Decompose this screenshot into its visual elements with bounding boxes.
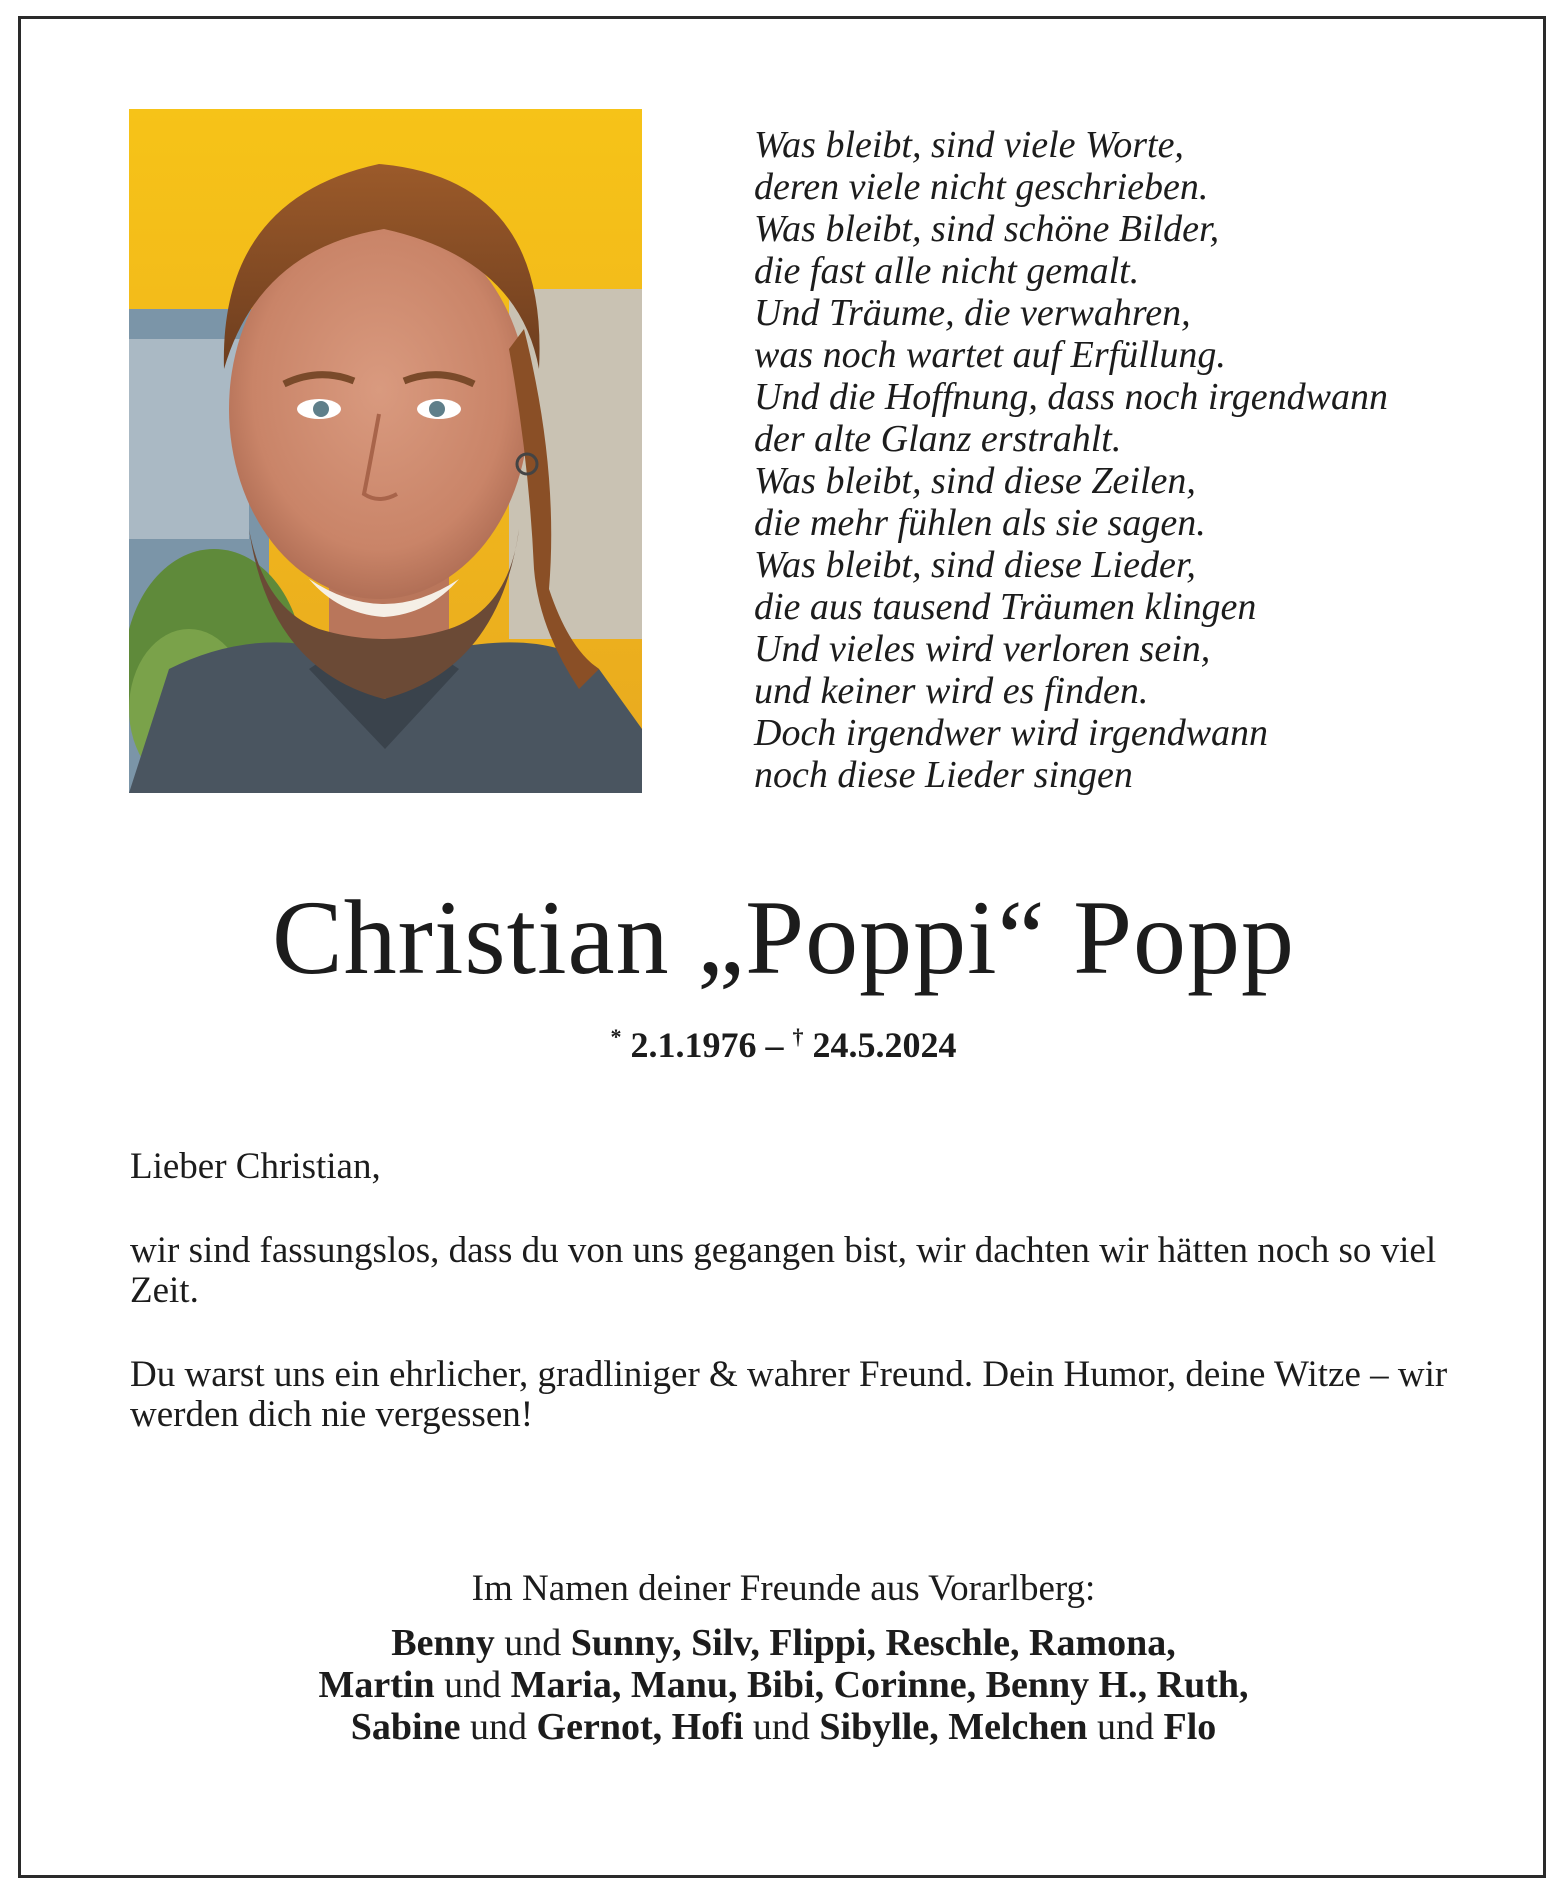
friend-name: Gernot, Hofi bbox=[536, 1706, 744, 1748]
salutation: Lieber Christian, bbox=[130, 1146, 381, 1187]
conjunction: und bbox=[434, 1664, 511, 1706]
poem-line: noch diese Lieder singen bbox=[754, 754, 1133, 796]
poem-line: Was bleibt, sind viele Worte, bbox=[754, 124, 1184, 166]
conjunction: und bbox=[1087, 1706, 1164, 1748]
friend-name: Sabine bbox=[350, 1706, 461, 1748]
friends-row bbox=[0, 1706, 1567, 1748]
life-dates bbox=[0, 1015, 1567, 1067]
friend-name: Sunny, Silv, Flippi, Reschle, Ramona, bbox=[570, 1622, 1176, 1664]
friends-row bbox=[0, 1664, 1567, 1706]
birth-symbol: * bbox=[610, 1024, 622, 1049]
poem-line: und keiner wird es finden. bbox=[754, 670, 1149, 712]
date-separator: – bbox=[765, 1025, 784, 1065]
poem-line: Doch irgendwer wird irgendwann bbox=[754, 712, 1269, 754]
birth-date: 2.1.1976 bbox=[630, 1025, 757, 1065]
deceased-name: Christian „Poppi“ Popp bbox=[271, 879, 1296, 996]
poem-line: die mehr fühlen als sie sagen. bbox=[754, 502, 1206, 544]
poem-line: was noch wartet auf Erfüllung. bbox=[754, 334, 1226, 376]
poem-line: Und die Hoffnung, dass noch irgendwann bbox=[754, 376, 1389, 418]
poem-line: Was bleibt, sind schöne Bilder, bbox=[754, 208, 1220, 250]
friends-row bbox=[0, 1622, 1567, 1664]
poem-line: Und vieles wird verloren sein, bbox=[754, 628, 1211, 670]
friend-name: Flo bbox=[1163, 1706, 1217, 1748]
friend-name: Benny bbox=[391, 1622, 495, 1664]
poem-line: deren viele nicht geschrieben. bbox=[754, 166, 1209, 208]
friends-list bbox=[0, 1622, 1567, 1748]
poem-line: Und Träume, die verwahren, bbox=[754, 292, 1191, 334]
letter-paragraph-1: wir sind fassungslos, dass du von uns gegangen bist, wir dachten wir hätten noch so viel Zeit. bbox=[130, 1230, 1437, 1311]
poem bbox=[754, 124, 1474, 796]
letter bbox=[130, 1147, 1450, 1435]
poem-line: die aus tausend Träumen klingen bbox=[754, 586, 1257, 628]
poem-line: der alte Glanz erstrahlt. bbox=[754, 418, 1122, 460]
friend-name: Sibylle, Melchen bbox=[819, 1706, 1088, 1748]
conjunction: und bbox=[460, 1706, 537, 1748]
friend-name: Maria, Manu, Bibi, Corinne, Benny H., Ruth, bbox=[510, 1664, 1249, 1706]
portrait-photo bbox=[129, 109, 642, 793]
conjunction: und bbox=[494, 1622, 571, 1664]
closing-line: Im Namen deiner Freunde aus Vorarlberg: bbox=[471, 1568, 1096, 1609]
conjunction: und bbox=[743, 1706, 820, 1748]
poem-line: Was bleibt, sind diese Lieder, bbox=[754, 544, 1196, 586]
death-date: 24.5.2024 bbox=[812, 1025, 957, 1065]
letter-paragraph-2: Du warst uns ein ehrlicher, gradliniger & wahrer Freund. Dein Humor, deine Witze – wir werden dich nie vergessen! bbox=[130, 1354, 1448, 1435]
death-symbol: † bbox=[792, 1024, 804, 1049]
poem-line: Was bleibt, sind diese Zeilen, bbox=[754, 460, 1196, 502]
poem-line: die fast alle nicht gemalt. bbox=[754, 250, 1140, 292]
friend-name: Martin bbox=[318, 1664, 435, 1706]
